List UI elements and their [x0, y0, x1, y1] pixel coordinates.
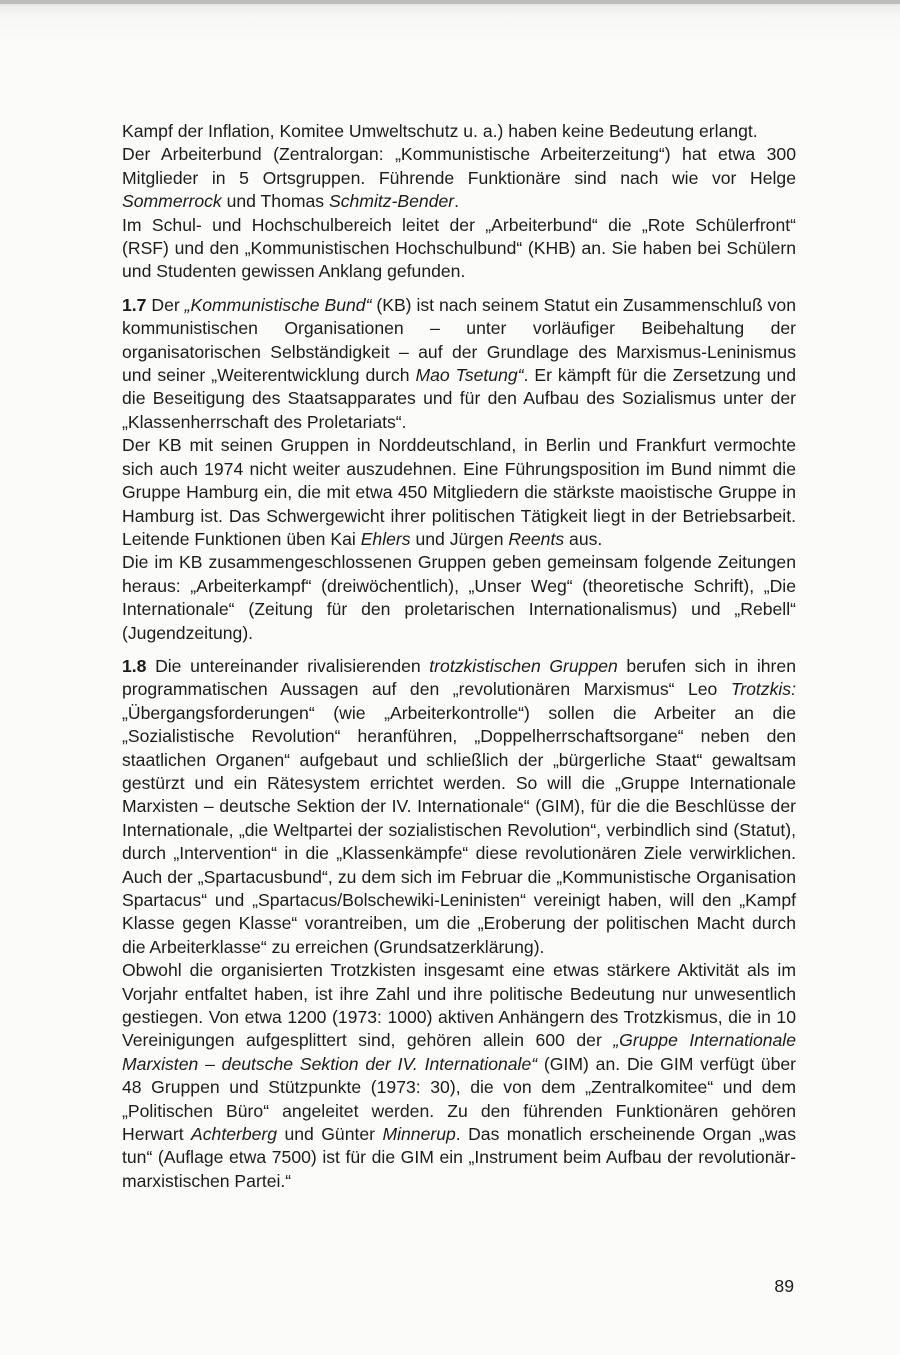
section-number: 1.8: [122, 655, 147, 676]
text-run: Der: [146, 294, 185, 315]
text-run: (GIM) an. Die GIM verfügt über 48 Gruppen und Stützpunkte (1973: 30), die von dem „Zentralkomitee“ und dem „Politischen Büro“ angeleitet werden. Zu den führenden Funktionären gehören Herwart: [122, 1053, 796, 1145]
italic-text: „Kommunistische Bund“: [184, 294, 372, 315]
paragraph: [122, 551, 796, 645]
text-run: „Übergangsforderungen“ (wie „Arbeiterkontrolle“) sollen die Arbeiter an die „Sozialistische Revolution“ heranführen, „Doppelherrschaftsorgane“ neben den staatlichen Organen“ aufgebaut und schließlich der „bürgerliche Staat“ gewaltsam gestürzt und ein Rätesystem errichtet werden. So will die „Gruppe Internationale Marxisten – deutsche Sektion der IV. Internationale“ (GIM), für die die Beschlüsse der Internationale, „die Weltpartei der sozialistischen Revolution“, verbindlich sind (Statut), durch „Intervention“ in die „Klassenkämpfe“ diese revolutionären Ziele verwirklichen. Auch der „Spartacusbund“, zu dem sich im Februar die „Kommunistische Organisation Spartacus“ und „Spartacus/Bolschewiki-Leninisten“ vereinigt haben, will den „Kampf Klasse gegen Klasse“ vorantreiben, um die „Eroberung der politischen Macht durch die Arbeiterklasse“ zu erreichen (Grundsatzerklärung).: [122, 702, 796, 957]
text-run: Die im KB zusammengeschlossenen Gruppen geben gemeinsam folgende Zeitungen heraus: „Arbeiterkampf“ (dreiwöchentlich), „Unser Weg“ (theoretische Schrift), „Die Internationale“ (Zeitung für den proletarischen Internationalismus) und „Rebell“ (Jugendzeitung).: [122, 552, 796, 643]
text-run: Der Arbeiterbund (Zentralorgan: „Kommunistische Arbeiterzeitung“) hat etwa 300 Mitglieder in 5 Ortsgruppen. Führende Funktionäre sind nach wie vor Helge: [122, 144, 796, 188]
text-run: Kampf der Inflation, Komitee Umweltschutz u. a.) haben keine Bedeutung erlangt.: [122, 121, 758, 141]
text-run: aus.: [564, 528, 603, 549]
text-run: Die untereinander rivalisierenden: [146, 655, 430, 676]
text-run: Der KB mit seinen Gruppen in Norddeutschland, in Berlin und Frankfurt vermochte sich auch 1974 nicht weiter auszudehnen. Eine Führungsposition im Bund nimmt die Gruppe Hamburg ein, die mit etwa 450 Mitgliedern die stärkste maoistische Gruppe in Hamburg ist. Das Schwergewicht ihrer politischen Tätigkeit liegt in der Betriebsarbeit. Leitende Funktionen üben Kai: [122, 435, 796, 549]
paragraph: [122, 214, 796, 284]
paragraph: [122, 120, 796, 143]
italic-text: trotzkistischen Gruppen: [429, 655, 618, 676]
text-run: .: [454, 191, 460, 212]
section-number: 1.7: [122, 294, 147, 315]
section-paragraph: [122, 655, 796, 959]
italic-text: „Gruppe Internationale Marxisten – deutsche Sektion der IV. Internationale“: [122, 1030, 796, 1074]
italic-text: Ehlers: [360, 528, 411, 549]
italic-text: Mao Tsetung“: [415, 365, 524, 386]
text-run: und Günter: [277, 1124, 383, 1145]
text-run: und Jürgen: [410, 528, 509, 549]
text-run: (KB) ist nach seinem Statut ein Zusammenschluß von kommunistischen Organisationen – unter vorläufiger Beibehaltung der organisatorischen Selbständigkeit – auf der Grundlage des Marxismus-Leninismus und seiner „Weiterentwicklung durch: [122, 294, 796, 386]
text-run: . Das monatlich erscheinende Organ „was tun“ (Auflage etwa 7500) ist für die GIM ein „Instrument beim Aufbau der revolutionär-marxistischen Partei.“: [122, 1124, 796, 1191]
paragraph: [122, 959, 796, 1193]
text-run: Obwohl die organisierten Trotzkisten insgesamt eine etwas stärkere Aktivität als im Vorjahr entfaltet haben, ist ihre Zahl und ihre politische Bedeutung nur unwesentlich gestiegen. Von etwa 1200 (1973: 1000) aktiven Anhängern des Trotzkismus, die in 10 Vereinigungen aufgesplittert sind, gehören allein 600 der: [122, 960, 796, 1051]
text-run: . Er kämpft für die Zersetzung und die Beseitigung des Staatsapparates und für den Aufbau des Sozialismus unter der „Klassenherrschaft des Proletariats“.: [122, 365, 796, 432]
paragraph: [122, 434, 796, 551]
italic-text: Schmitz-Bender: [328, 191, 455, 212]
text-run: berufen sich in ihren programmatischen Aussagen auf den „revolutionären Marxismus“ Leo: [122, 655, 796, 700]
text-run: Im Schul- und Hochschulbereich leitet der „Arbeiterbund“ die „Rote Schülerfront“ (RSF) und den „Kommunistischen Hochschulbund“ (KHB) an. Sie haben bei Schülern und Studenten gewissen Anklang gefunden.: [122, 214, 796, 282]
text-run: und Thomas: [221, 191, 329, 212]
italic-text: Trotzkis:: [730, 679, 796, 700]
page-number: 89: [774, 1276, 794, 1296]
paragraph: [122, 143, 796, 213]
body-text: [122, 120, 796, 1193]
italic-text: Minnerup: [382, 1124, 456, 1145]
italic-text: Reents: [508, 528, 565, 549]
section-paragraph: [122, 294, 796, 434]
italic-text: Achterberg: [191, 1124, 278, 1145]
italic-text: Sommerrock: [122, 191, 222, 212]
scan-top-edge: [0, 0, 900, 4]
